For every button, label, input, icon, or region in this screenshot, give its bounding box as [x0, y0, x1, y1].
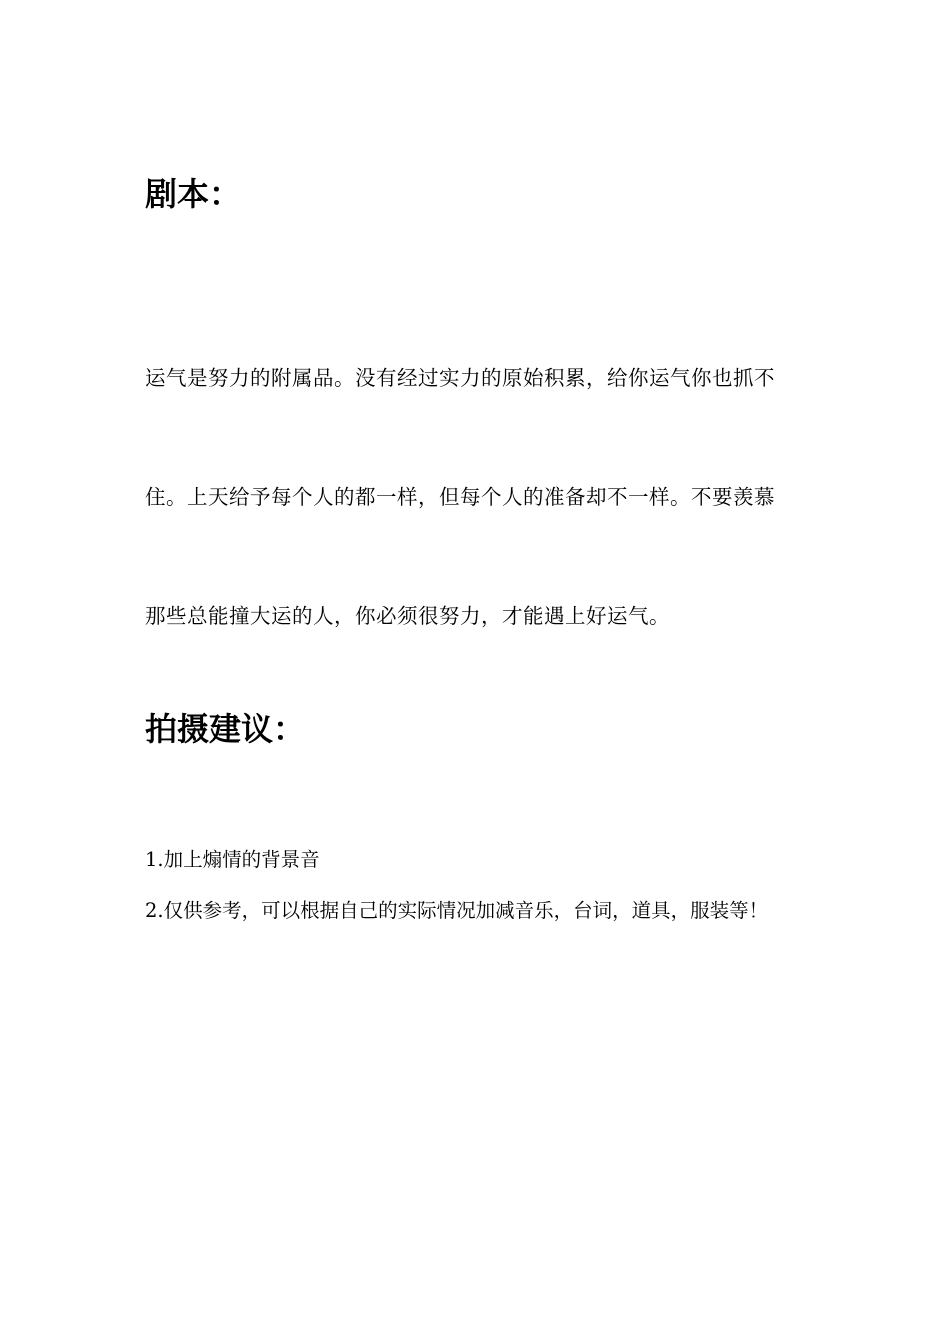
advice-item: 1.加上煽情的背景音: [145, 848, 320, 871]
script-line: 住。上天给予每个人的都一样，但每个人的准备却不一样。不要羡慕: [145, 485, 775, 509]
shooting-advice-heading: 拍摄建议：: [145, 710, 306, 748]
advice-item: 2.仅供参考，可以根据自己的实际情况加减音乐，台词，道具，服装等！: [145, 899, 769, 922]
script-line: 那些总能撞大运的人，你必须很努力，才能遇上好运气。: [145, 604, 670, 628]
script-line: 运气是努力的附属品。没有经过实力的原始积累，给你运气你也抓不: [145, 366, 775, 390]
script-heading: 剧本：: [145, 175, 242, 213]
